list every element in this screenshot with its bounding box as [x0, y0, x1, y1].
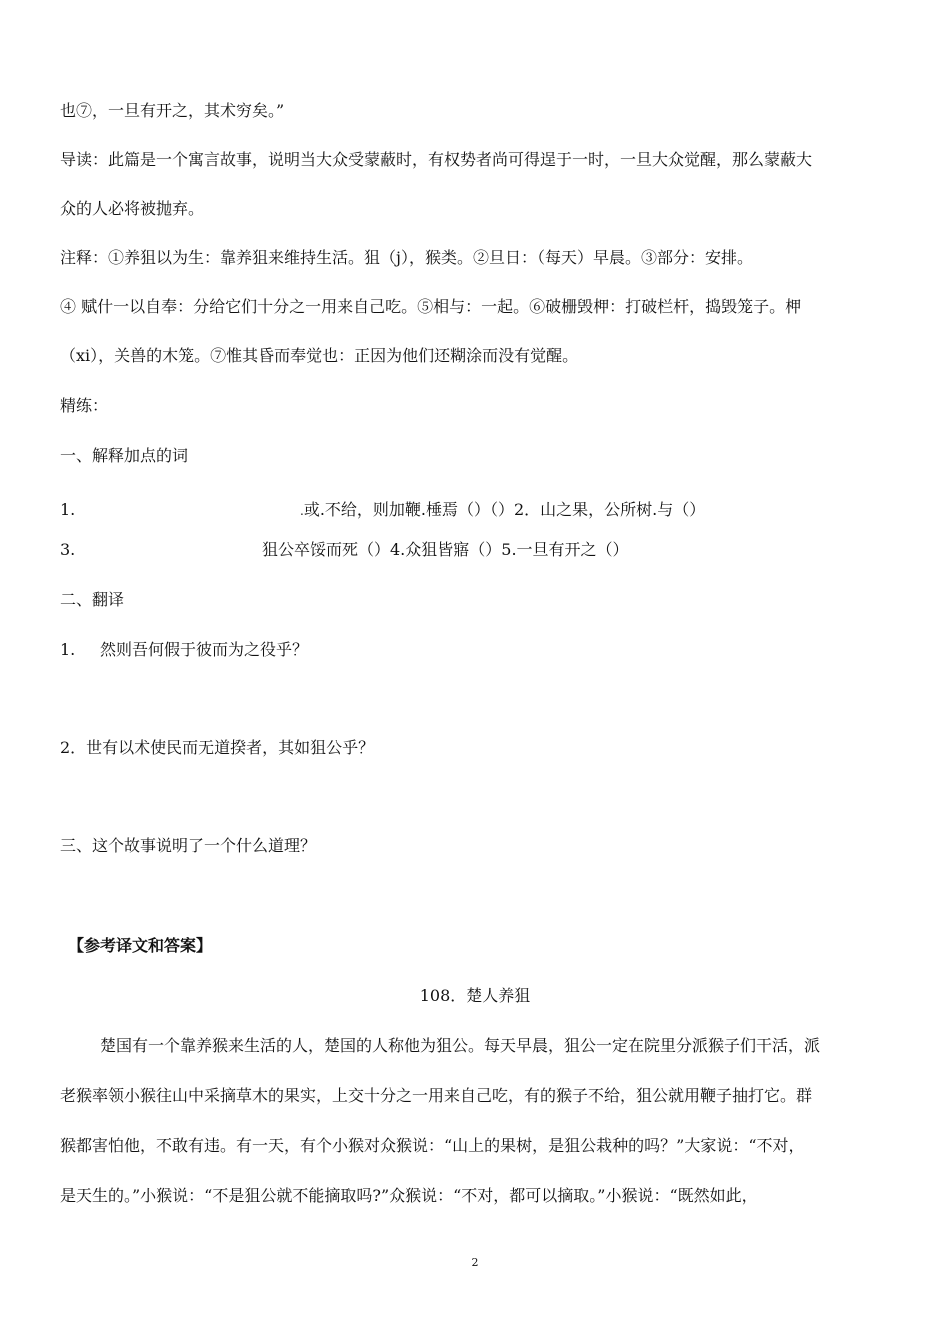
reading-guide-line-1: 导读：此篇是一个寓言故事，说明当大众受蒙蔽时，有权势者尚可得逞于一时，一旦大众觉醒，那么蒙蔽大	[60, 150, 813, 169]
page-number: 2	[471, 1256, 479, 1269]
notes-line-3: （xi），关兽的木笼。⑦惟其昏而奉觉也：正因为他们还糊涂而没有觉醒。	[60, 346, 579, 365]
translation-question-1: 然则吾何假于彼而为之役乎？	[100, 640, 309, 659]
question-3-text: 狙公卒馁而死（）4.众狙皆寤（）5.一旦有开之（）	[262, 540, 629, 559]
reading-guide-line-2: 众的人必将被抛弃。	[60, 199, 205, 218]
translation-question-2: 2．世有以术使民而无道揆者，其如狙公乎？	[60, 738, 375, 757]
text-line: 也⑦，一旦有开之，其术穷矣。”	[60, 101, 285, 120]
question-number: 1.	[60, 640, 76, 659]
section-2-title: 二、翻译	[60, 590, 125, 609]
translation-paragraph-line-1: 楚国有一个靠养猴来生活的人，楚国的人称他为狙公。每天早晨，狙公一定在院里分派猴子们干活，派	[100, 1036, 821, 1055]
reference-heading: 【参考译文和答案】	[68, 936, 213, 955]
translation-paragraph-line-4: 是天生的。”小猴说：“不是狙公就不能摘取吗?”众猴说：“不对，都可以摘取。”小猴说：“既然如此，	[60, 1186, 758, 1205]
question-number: 1.	[60, 500, 76, 519]
section-3-title: 三、这个故事说明了一个什么道理？	[60, 836, 317, 855]
emphasis-dot: .	[300, 504, 304, 518]
practice-label: 精练：	[60, 396, 109, 415]
question-text	[300, 500, 705, 521]
notes-line-2: ④ 赋什一以自奉：分给它们十分之一用来自己吃。⑤相与：一起。⑥破栅毁柙：打破栏杆，捣毁笼子。柙	[60, 297, 802, 316]
translation-paragraph-line-3: 猴都害怕他，不敢有违。有一天，有个小猴对众猴说：“山上的果树，是狙公栽种的吗？”大家说：“不对，	[60, 1136, 805, 1155]
question-number: 3.	[60, 540, 76, 559]
question-1-text: 或.不给，则加鞭.棰焉（）（）2．山之果，公所树.与（）	[303, 500, 706, 519]
notes-line-1: 注释：①养狙以为生：靠养狙来维持生活。狙（j），猴类。②旦日：（每天）早晨。③部分：安排。	[60, 248, 753, 267]
section-1-title: 一、解释加点的词	[60, 446, 189, 465]
reference-title: 108．楚人养狙	[419, 986, 531, 1005]
translation-paragraph-line-2: 老猴率领小猴往山中采摘草木的果实，上交十分之一用来自己吃，有的猴子不给，狙公就用鞭子抽打它。群	[60, 1086, 813, 1105]
